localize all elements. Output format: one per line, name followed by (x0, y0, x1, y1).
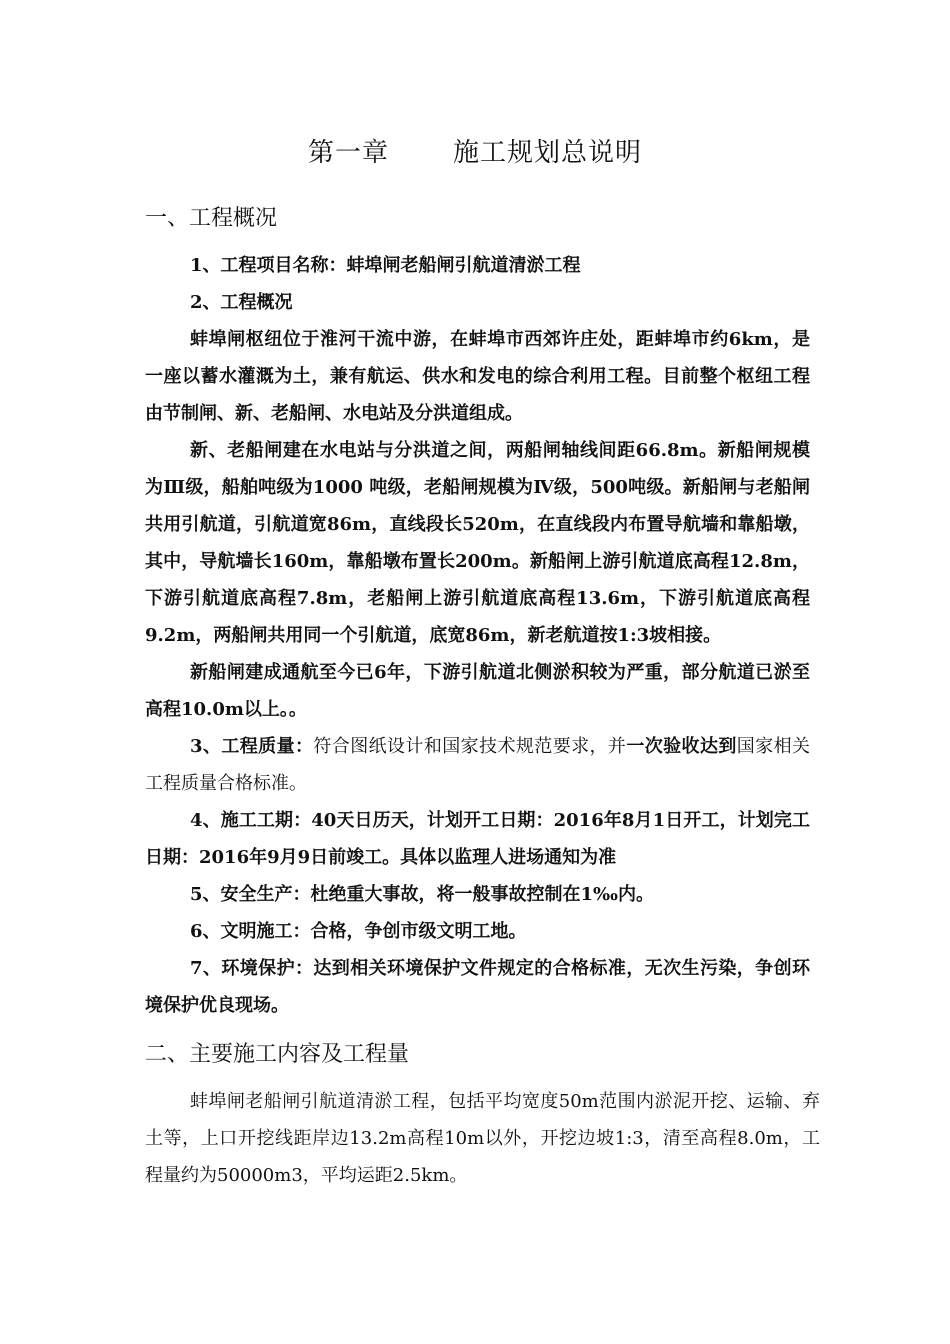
item-quality-text-3: 国家相关工程质量合格标准。 (145, 736, 811, 794)
paragraph-locks: 新、老船闸建在水电站与分洪道之间，两船闸轴线间距66.8m。新船闸规模为Ⅲ级，船舶吨级为1000 吨级，老船闸规模为Ⅳ级，500吨级。新船闸与老船闸共用引航道，引航道宽86m，直线段长520m，在直线段内布置导航墙和靠船墩，其中，导航墙长160m，靠船墩布置长200m。新船闸上游引航道底高程12.8m，下游引航道底高程7.8m，老船闸上游引航道底高程13.6m，下游引航道底高程9.2m，两船闸共用同一个引航道，底宽86m，新老航道按1:3坡相接。 (145, 440, 810, 646)
chapter-number: 第一章 (307, 138, 389, 168)
paragraph-siltation: 新船闸建成通航至今已6年，下游引航道北侧淤积较为严重，部分航道已淤至高程10.0m以上。。 (145, 662, 810, 720)
item-project-name: 1、工程项目名称：蚌埠闸老船闸引航道清淤工程 (190, 255, 581, 276)
item-environment: 7、环境保护：达到相关环境保护文件规定的合格标准，无次生污染，争创环境保护优良现场。 (145, 958, 810, 1016)
item-quality-text-1: 符合图纸设计和国家技术规范要求，并 (313, 736, 627, 757)
chapter-name: 施工规划总说明 (453, 138, 643, 168)
item-quality-label: 3、工程质量： (190, 736, 314, 757)
paragraph-location: 蚌埠闸枢纽位于淮河干流中游，在蚌埠市西郊许庄处，距蚌埠市约6km，是一座以蓄水灌溉为土，兼有航运、供水和发电的综合利用工程。目前整个枢纽工程由节制闸、新、老船闸、水电站及分洪道组成。 (145, 329, 810, 424)
chapter-title (0, 132, 950, 169)
item-quality (145, 728, 810, 802)
item-civilized: 6、文明施工：合格，争创市级文明工地。 (190, 921, 527, 942)
item-safety: 5、安全生产：杜绝重大事故，将一般事故控制在1‰内。 (190, 884, 654, 905)
section-heading-content: 二、主要施工内容及工程量 (145, 1042, 410, 1067)
paragraph-scope: 蚌埠闸老船闸引航道清淤工程，包括平均宽度50m范围内淤泥开挖、运输、弃土等，上口开挖线距岸边13.2m高程10m以外，开挖边坡1:3，清至高程8.0m，工程量约为50000m3，平均运距2.5km。 (145, 1091, 820, 1186)
item-schedule: 4、施工工期：40天日历天，计划开工日期：2016年8月1日开工，计划完工日期：2016年9月9日前竣工。具体以监理人进场通知为准 (145, 810, 810, 868)
item-quality-text-2: 一次验收达到 (626, 736, 737, 757)
section-heading-overview: 一、工程概况 (145, 206, 278, 231)
item-overview: 2、工程概况 (190, 292, 293, 313)
